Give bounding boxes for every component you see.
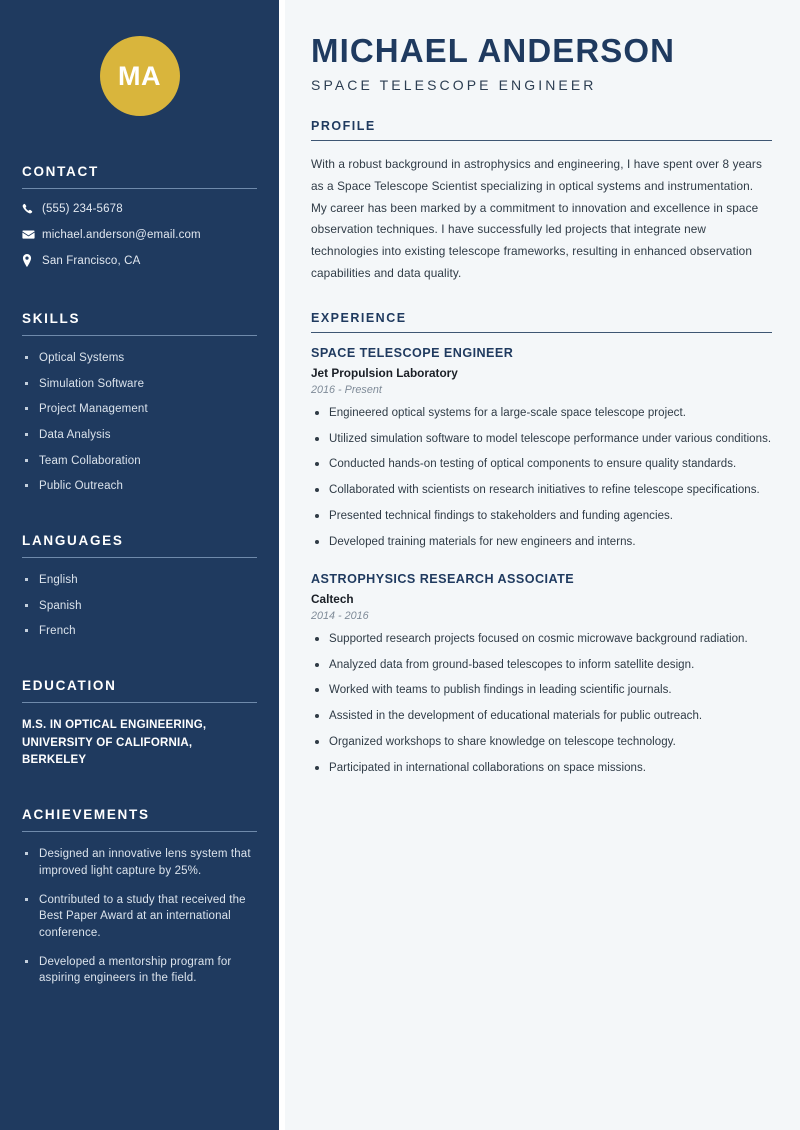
experience-heading: EXPERIENCE	[311, 310, 407, 325]
list-item: Organized workshops to share knowledge on telescope technology.	[311, 734, 772, 752]
skills-heading: SKILLS	[22, 311, 81, 326]
languages-section	[22, 533, 257, 640]
envelope-icon	[22, 228, 42, 241]
education-section	[22, 678, 257, 769]
contact-email-value: michael.anderson@email.com	[42, 228, 201, 241]
experience-company: Jet Propulsion Laboratory	[311, 365, 458, 380]
phone-icon	[22, 203, 42, 215]
list-item: Conducted hands-on testing of optical components to ensure quality standards.	[311, 456, 772, 474]
languages-divider	[22, 557, 257, 558]
list-item: Supported research projects focused on cosmic microwave background radiation.	[311, 631, 772, 649]
list-item: Analyzed data from ground-based telescopes to inform satellite design.	[311, 657, 772, 675]
experience-job-title: ASTROPHYSICS RESEARCH ASSOCIATE	[311, 571, 575, 586]
skills-section	[22, 311, 257, 495]
list-item: Presented technical findings to stakeholders and funding agencies.	[311, 508, 772, 526]
education-institution: UNIVERSITY OF CALIFORNIA, BERKELEY	[22, 736, 193, 766]
experience-company: Caltech	[311, 591, 354, 606]
contact-location-value: San Francisco, CA	[42, 254, 141, 267]
profile-text: With a robust background in astrophysics and engineering, I have spent over 8 years as a Space Telescope Scientist specializing in optical systems and instrumentation. My career has been marked by a commitment to innovation and excellence in space observation techniques. I have successfully led projects that integrate new technologies into existing telescope frameworks, resulting in enhanced observation capabilities and data quality.	[311, 156, 762, 280]
achievements-list	[22, 846, 257, 987]
contact-divider	[22, 188, 257, 189]
list-item: Designed an innovative lens system that improved light capture by 25%.	[22, 846, 257, 879]
achievements-heading: ACHIEVEMENTS	[22, 807, 150, 823]
profile-section	[311, 119, 772, 285]
list-item: Developed a mentorship program for aspiring engineers in the field.	[22, 954, 257, 987]
list-item: Spanish	[22, 598, 257, 615]
list-item: Project Management	[22, 401, 257, 418]
list-item: Simulation Software	[22, 376, 257, 393]
experience-section	[311, 311, 772, 778]
main-content	[285, 0, 800, 1130]
list-item: French	[22, 623, 257, 640]
experience-entry	[311, 572, 772, 778]
experience-entry	[311, 346, 772, 552]
languages-heading: LANGUAGES	[22, 533, 124, 549]
list-item: Public Outreach	[22, 478, 257, 495]
education-divider	[22, 702, 257, 703]
experience-dates: 2014 - 2016	[311, 609, 369, 622]
profile-divider	[311, 140, 772, 141]
achievements-divider	[22, 831, 257, 832]
list-item: Utilized simulation software to model telescope performance under various conditions.	[311, 431, 772, 449]
contact-email-row[interactable]	[22, 228, 257, 241]
contact-phone-row[interactable]	[22, 203, 257, 215]
contact-heading: CONTACT	[22, 164, 99, 179]
list-item: Developed training materials for new engineers and interns.	[311, 534, 772, 552]
job-role-subtitle: SPACE TELESCOPE ENGINEER	[311, 76, 597, 93]
contact-phone-value: (555) 234-5678	[42, 203, 123, 215]
contact-section	[22, 164, 257, 267]
experience-bullet-list	[311, 405, 772, 552]
skills-list	[22, 350, 257, 495]
list-item: Data Analysis	[22, 427, 257, 444]
experience-bullet-list	[311, 631, 772, 778]
list-item: Optical Systems	[22, 350, 257, 367]
contact-location-row[interactable]	[22, 254, 257, 267]
location-pin-icon	[22, 254, 42, 267]
education-heading: EDUCATION	[22, 678, 117, 694]
list-item: Worked with teams to publish findings in leading scientific journals.	[311, 682, 772, 700]
list-item: Assisted in the development of educational materials for public outreach.	[311, 708, 772, 726]
list-item: English	[22, 572, 257, 589]
education-degree: M.S. IN OPTICAL ENGINEERING,	[22, 719, 207, 732]
list-item: Team Collaboration	[22, 453, 257, 470]
list-item: Contributed to a study that received the Best Paper Award at an international conference.	[22, 892, 257, 942]
avatar: MA	[100, 36, 180, 116]
experience-job-title: SPACE TELESCOPE ENGINEER	[311, 345, 514, 360]
page-title: MICHAEL ANDERSON	[311, 32, 676, 69]
sidebar	[0, 0, 279, 1130]
experience-dates: 2016 - Present	[311, 383, 382, 396]
languages-list	[22, 572, 257, 640]
experience-divider	[311, 332, 772, 333]
avatar-container	[22, 0, 257, 120]
list-item: Engineered optical systems for a large-scale space telescope project.	[311, 405, 772, 423]
achievements-section	[22, 807, 257, 987]
skills-divider	[22, 335, 257, 336]
list-item: Collaborated with scientists on research initiatives to refine telescope specifications.	[311, 482, 772, 500]
list-item: Participated in international collaborations on space missions.	[311, 760, 772, 778]
profile-heading: PROFILE	[311, 118, 376, 133]
